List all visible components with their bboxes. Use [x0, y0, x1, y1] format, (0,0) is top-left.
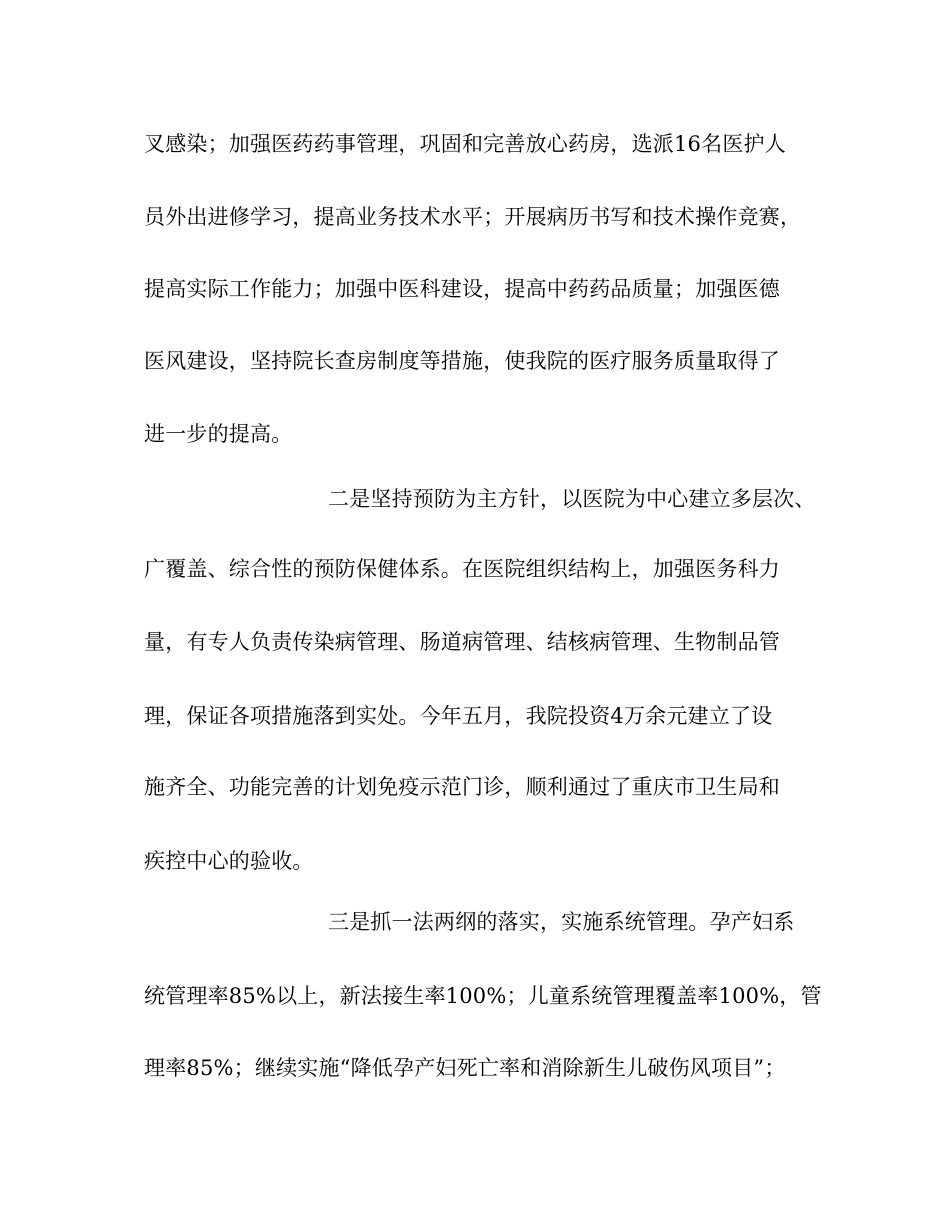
text-line: 叉感染；加强医药药事管理，巩固和完善放心药房，选派16名医护人 [144, 132, 786, 156]
text-line: 统管理率85%以上，新法接生率100%；儿童系统管理覆盖率100%，管 [144, 984, 822, 1008]
text-line: 理，保证各项措施落到实处。今年五月，我院投资4万余元建立了设 [144, 704, 773, 728]
paragraph-first-line: 二是坚持预防为主方针，以医院为中心建立多层次、 [328, 487, 816, 511]
text-line: 医风建设，坚持院长查房制度等措施，使我院的医疗服务质量取得了 [144, 349, 780, 373]
text-line: 理率85%；继续实施“降低孕产妇死亡率和消除新生儿破伤风项目”； [144, 1056, 786, 1080]
text-line: 量，有专人负责传染病管理、肠道病管理、结核病管理、生物制品管 [144, 630, 780, 654]
text-line: 提高实际工作能力；加强中医科建设，提高中药药品质量；加强医德 [144, 277, 780, 301]
text-line: 进一步的提高。 [144, 422, 293, 446]
text-line: 广覆盖、综合性的预防保健体系。在医院组织结构上，加强医务科力 [144, 557, 780, 581]
text-line: 员外出进修学习，提高业务技术水平；开展病历书写和技术操作竞赛， [144, 205, 802, 229]
text-line: 施齐全、功能完善的计划免疫示范门诊，顺利通过了重庆市卫生局和 [144, 775, 780, 799]
paragraph-first-line: 三是抓一法两纲的落实，实施系统管理。孕产妇系 [328, 910, 795, 934]
text-line: 疾控中心的验收。 [144, 849, 314, 873]
